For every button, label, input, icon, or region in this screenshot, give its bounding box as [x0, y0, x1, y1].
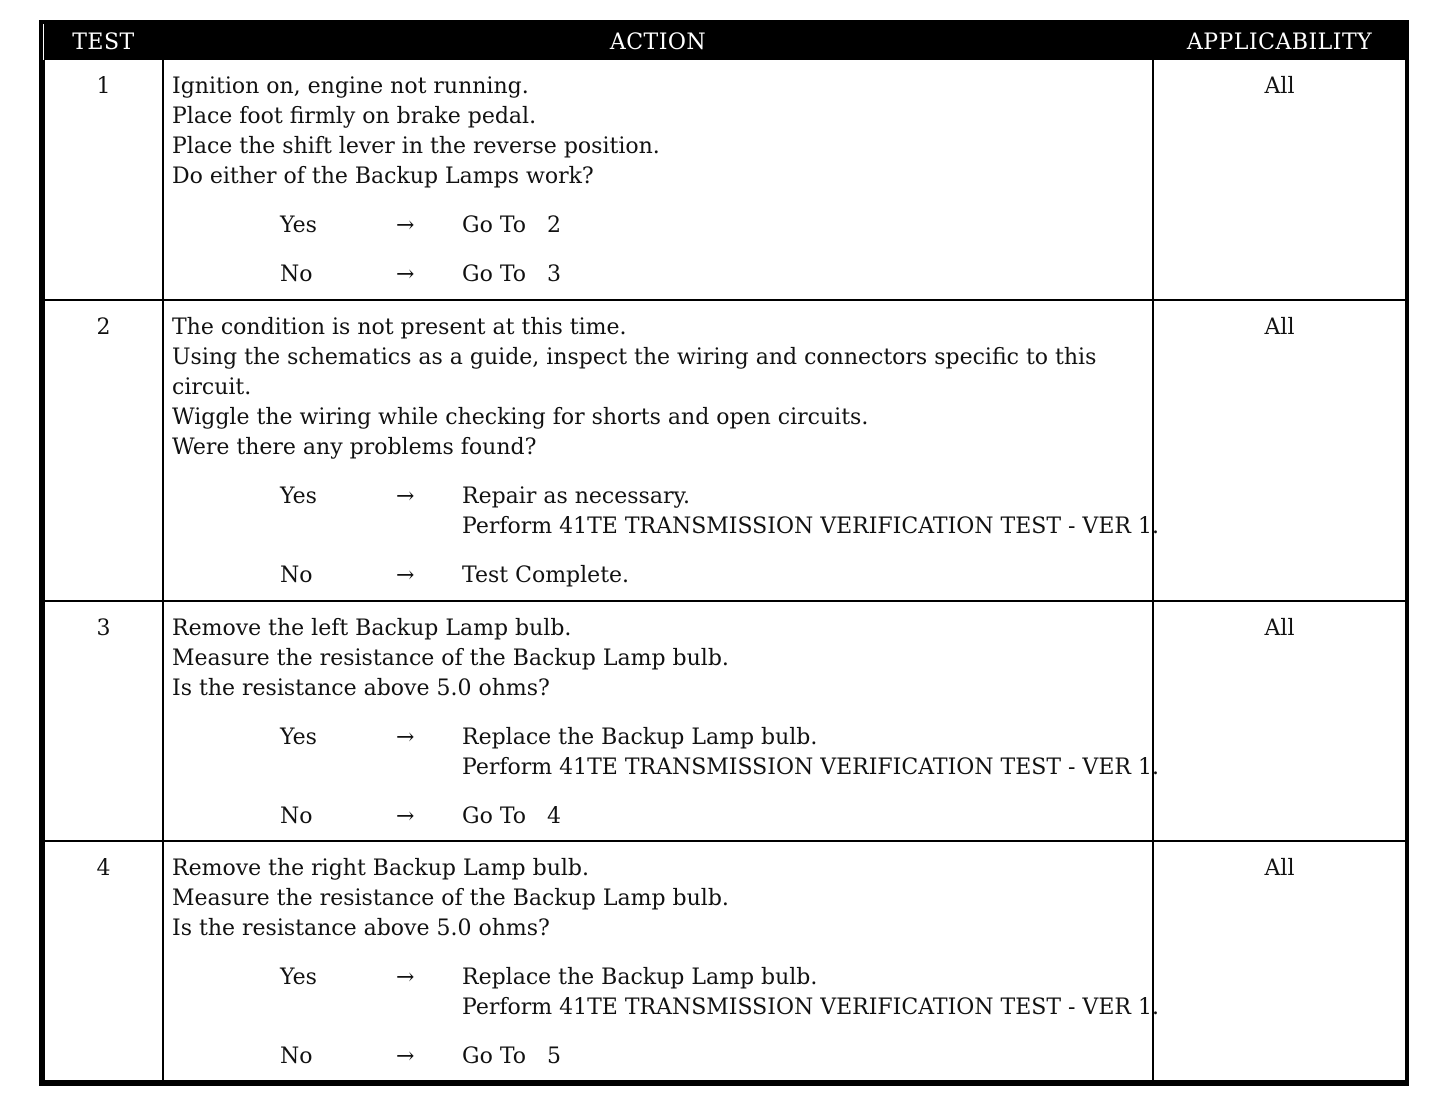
applicability: All — [1153, 601, 1406, 841]
result-line: Go To 3 — [462, 262, 561, 287]
test-table — [43, 24, 1407, 1082]
yes-label: Yes — [280, 484, 317, 509]
action-step: Do either of the Backup Lamps work? — [172, 164, 594, 189]
right-arrow-icon: → — [396, 213, 415, 238]
test-number: 2 — [44, 300, 163, 601]
result-line: Perform 41TE TRANSMISSION VERIFICATION TEST - VER 1. — [462, 514, 1159, 539]
applicability: All — [1153, 60, 1406, 300]
table-row — [44, 841, 1406, 1081]
table-row — [44, 601, 1406, 841]
outcome-result — [462, 211, 1152, 241]
outcome-result — [462, 723, 1159, 783]
action-step: Measure the resistance of the Backup Lamp bulb. — [172, 886, 729, 911]
outcome-no — [280, 1042, 1152, 1072]
header-applicability: APPLICABILITY — [1153, 24, 1406, 60]
action-step: Were there any problems found? — [172, 435, 537, 460]
outcome-result — [462, 963, 1159, 1023]
result-line: Test Complete. — [462, 563, 630, 588]
outcome-yes — [280, 211, 1152, 241]
action-step: The condition is not present at this time. — [172, 315, 627, 340]
action-step: Place the shift lever in the reverse position. — [172, 134, 660, 159]
yes-label: Yes — [280, 725, 317, 750]
right-arrow-icon: → — [396, 965, 415, 990]
outcome-yes — [280, 963, 1159, 1023]
action-step: Measure the resistance of the Backup Lamp bulb. — [172, 646, 729, 671]
action-step: Ignition on, engine not running. — [172, 74, 529, 99]
action-step: Is the resistance above 5.0 ohms? — [172, 916, 550, 941]
table-header — [44, 24, 1406, 60]
result-line: Replace the Backup Lamp bulb. — [462, 725, 818, 750]
outcome-no — [280, 561, 1152, 591]
action-cell — [163, 841, 1159, 1081]
action-step: Wiggle the wiring while checking for shorts and open circuits. — [172, 405, 869, 430]
no-label: No — [280, 563, 313, 588]
right-arrow-icon: → — [396, 262, 415, 287]
no-label: No — [280, 1044, 313, 1069]
outcome-result — [462, 561, 1152, 591]
action-cell — [163, 60, 1153, 300]
outcome-result — [462, 482, 1159, 542]
test-number: 1 — [44, 60, 163, 300]
outcome-result — [462, 1042, 1152, 1072]
action-step: Remove the right Backup Lamp bulb. — [172, 856, 590, 881]
test-number: 4 — [44, 841, 163, 1081]
right-arrow-icon: → — [396, 484, 415, 509]
right-arrow-icon: → — [396, 1044, 415, 1069]
action-step: Is the resistance above 5.0 ohms? — [172, 676, 550, 701]
header-test: TEST — [44, 24, 163, 60]
result-line: Go To 5 — [462, 1044, 561, 1069]
result-line: Replace the Backup Lamp bulb. — [462, 965, 818, 990]
action-cell — [163, 300, 1159, 601]
applicability: All — [1153, 841, 1406, 1081]
header-action: ACTION — [163, 24, 1153, 60]
no-label: No — [280, 804, 313, 829]
right-arrow-icon: → — [396, 804, 415, 829]
outcome-no — [280, 260, 1152, 290]
action-cell — [163, 601, 1159, 841]
result-line: Go To 2 — [462, 213, 561, 238]
outcome-result — [462, 260, 1152, 290]
outcome-yes — [280, 723, 1159, 783]
result-line: Perform 41TE TRANSMISSION VERIFICATION TEST - VER 1. — [462, 995, 1159, 1020]
no-label: No — [280, 262, 313, 287]
diagnostic-table — [39, 20, 1409, 1086]
outcome-result — [462, 802, 1152, 832]
yes-label: Yes — [280, 965, 317, 990]
result-line: Perform 41TE TRANSMISSION VERIFICATION TEST - VER 1. — [462, 755, 1159, 780]
table-row — [44, 300, 1406, 601]
action-step: Remove the left Backup Lamp bulb. — [172, 616, 572, 641]
yes-label: Yes — [280, 213, 317, 238]
result-line: Repair as necessary. — [462, 484, 690, 509]
outcome-no — [280, 802, 1152, 832]
test-number: 3 — [44, 601, 163, 841]
outcome-yes — [280, 482, 1159, 542]
action-step: Using the schematics as a guide, inspect the wiring and connectors specific to this circuit. — [172, 345, 1097, 400]
table-row — [44, 60, 1406, 300]
right-arrow-icon: → — [396, 563, 415, 588]
applicability: All — [1153, 300, 1406, 601]
right-arrow-icon: → — [396, 725, 415, 750]
result-line: Go To 4 — [462, 804, 561, 829]
action-step: Place foot firmly on brake pedal. — [172, 104, 537, 129]
